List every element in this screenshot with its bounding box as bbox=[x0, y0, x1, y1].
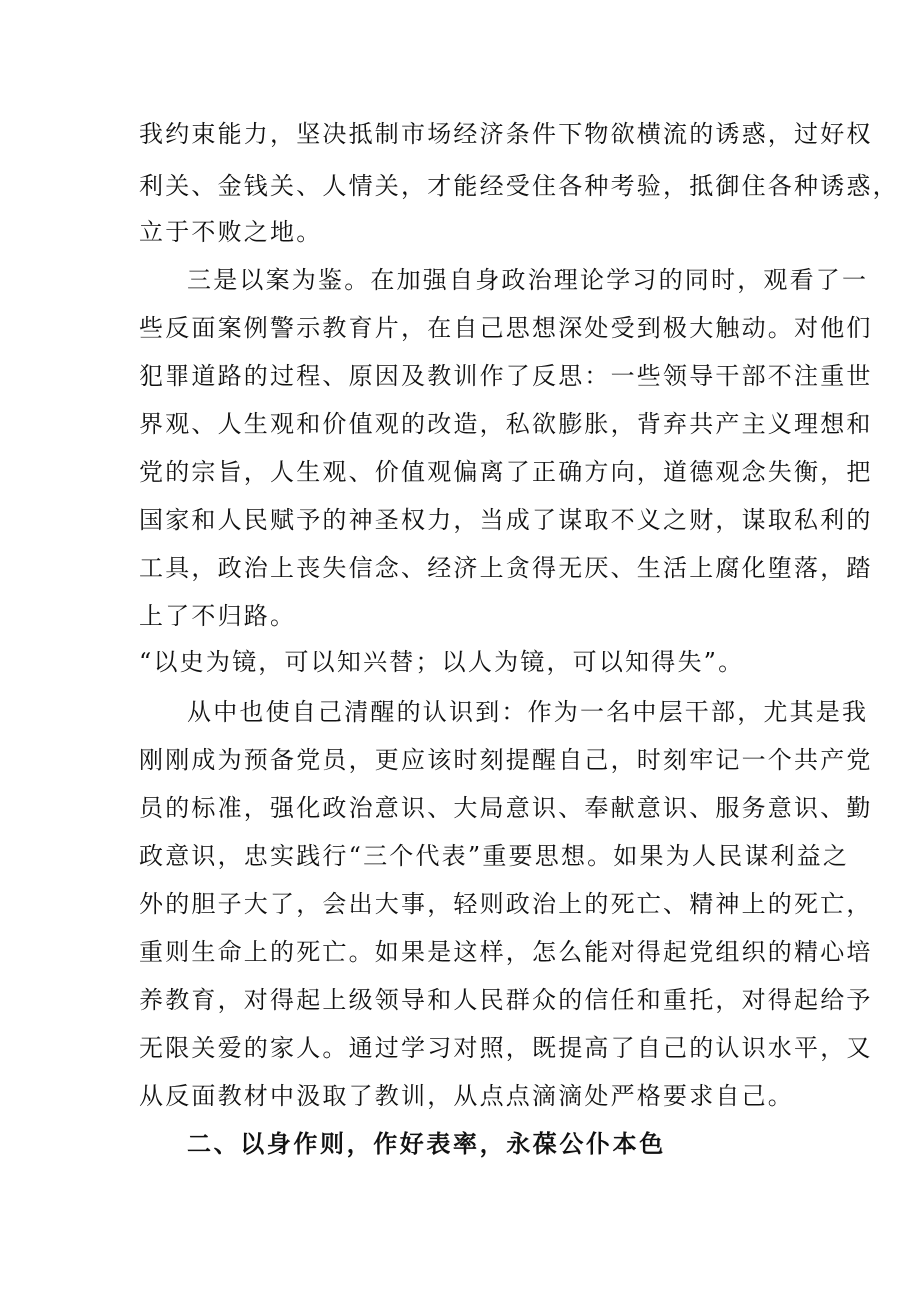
text-line: 工具，政治上丧失信念、经济上贪得无厌、生活上腐化堕落，踏 bbox=[139, 554, 873, 582]
text-line: 立于不败之地。 bbox=[139, 218, 323, 246]
text-line: 界观、人生观和价值观的改造，私欲膨胀，背弃共产主义理想和 bbox=[139, 410, 873, 438]
text-line: 刚刚成为预备党员，更应该时刻提醒自己，时刻牢记一个共产党 bbox=[139, 746, 873, 774]
quote-line: “以史为镜，可以知兴替；以人为镜，可以知得失”。 bbox=[139, 648, 745, 676]
text-line: 外的胆子大了，会出大事，轻则政治上的死亡、精神上的死亡， bbox=[139, 890, 873, 918]
section-heading: 二、以身作则，作好表率，永葆公仆本色 bbox=[187, 1130, 666, 1158]
paragraph-start-line: 从中也使自己清醒的认识到：作为一名中层干部，尤其是我 bbox=[187, 698, 869, 726]
text-line: 养教育，对得起上级领导和人民群众的信任和重托，对得起给予 bbox=[139, 986, 873, 1014]
text-line: 从反面教材中汲取了教训，从点点滴滴处严格要求自己。 bbox=[139, 1082, 794, 1110]
text-line: 党的宗旨，人生观、价值观偏离了正确方向，道德观念失衡，把 bbox=[139, 458, 873, 486]
text-line: 国家和人民赋予的神圣权力，当成了谋取不义之财，谋取私利的 bbox=[139, 506, 873, 534]
text-line: 上了不归路。 bbox=[139, 602, 297, 630]
text-line: 犯罪道路的过程、原因及教训作了反思：一些领导干部不注重世 bbox=[139, 362, 873, 390]
text-line: 我约束能力，坚决抵制市场经济条件下物欲横流的诱惑，过好权 bbox=[139, 120, 873, 148]
text-line: 些反面案例警示教育片，在自己思想深处受到极大触动。对他们 bbox=[139, 314, 873, 342]
paragraph-start-line: 三是以案为鉴。在加强自身政治理论学习的同时，观看了一 bbox=[187, 266, 869, 294]
text-line: 政意识，忠实践行“三个代表”重要思想。如果为人民谋利益之 bbox=[139, 842, 850, 870]
text-line: 员的标准，强化政治意识、大局意识、奉献意识、服务意识、勤 bbox=[139, 794, 873, 822]
text-line: 重则生命上的死亡。如果是这样，怎么能对得起党组织的精心培 bbox=[139, 938, 873, 966]
text-line: 利关、金钱关、人情关，才能经受住各种考验，抵御住各种诱惑， bbox=[139, 172, 899, 200]
text-line: 无限关爱的家人。通过学习对照，既提高了自己的认识水平，又 bbox=[139, 1034, 873, 1062]
